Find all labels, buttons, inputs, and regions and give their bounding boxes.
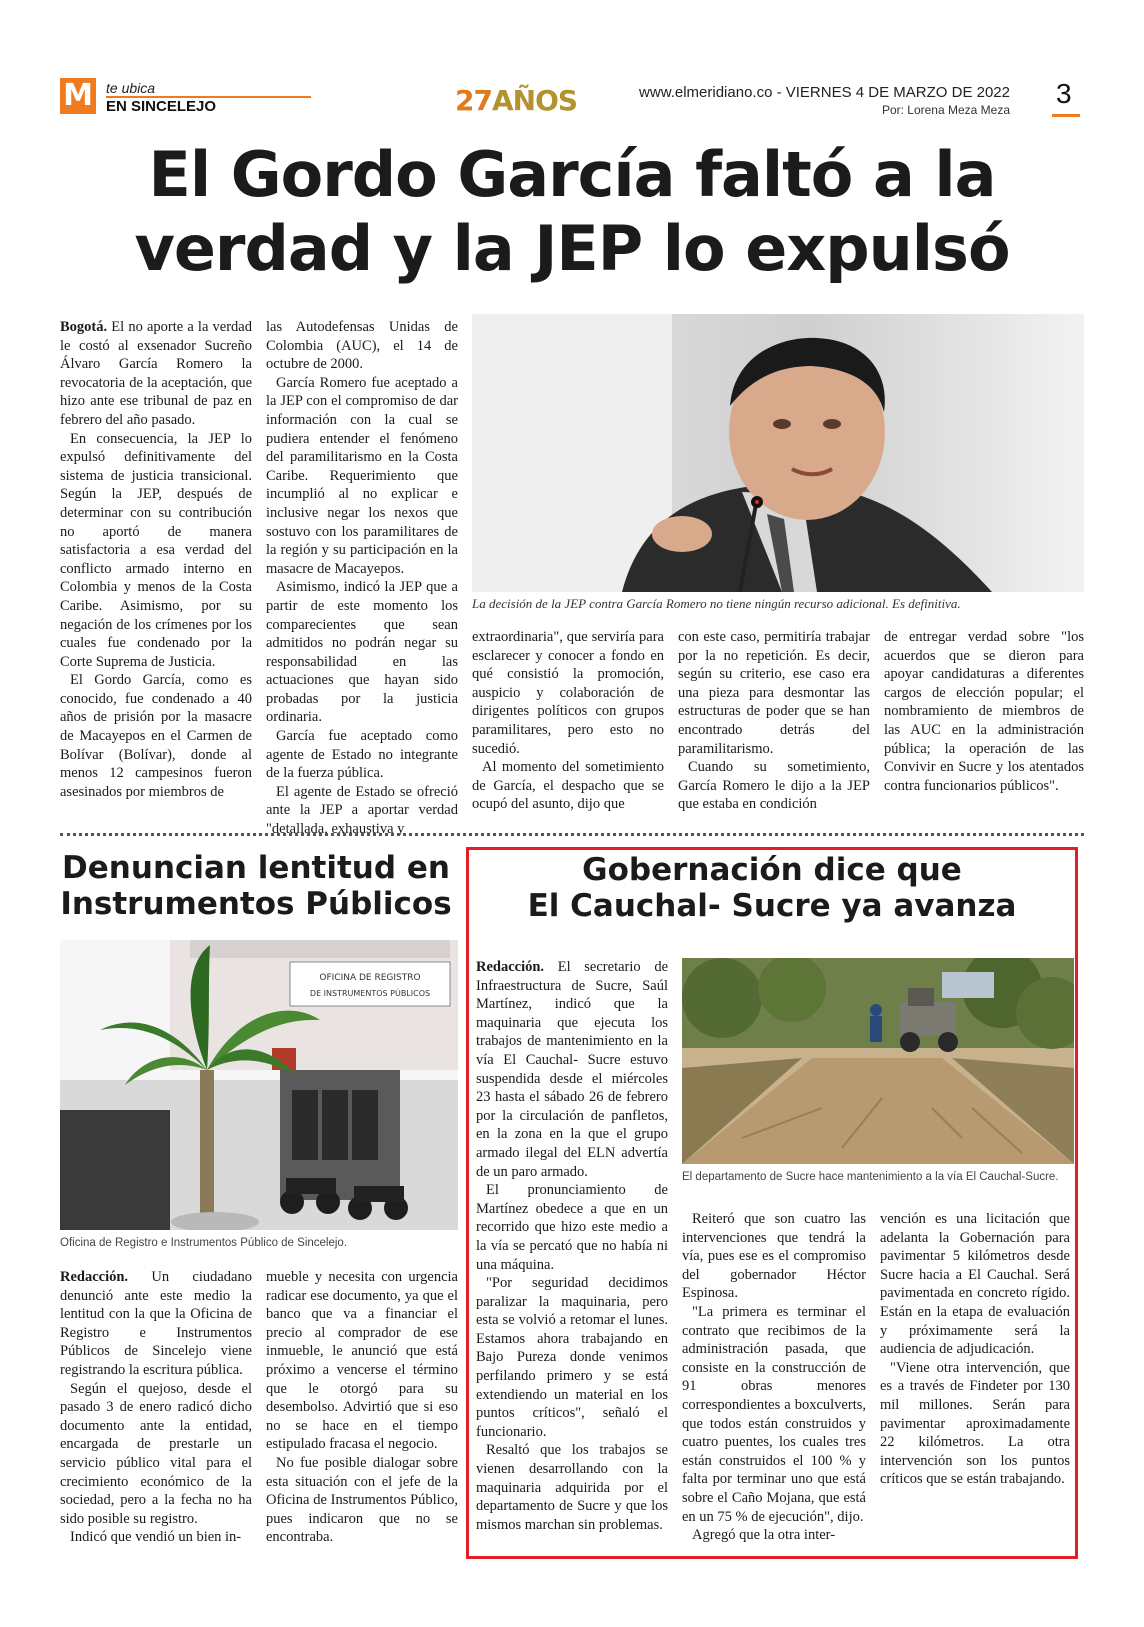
left-photo-caption: Oficina de Registro e Instrumentos Público de Sincelejo. bbox=[60, 1237, 348, 1249]
left-article-headline bbox=[56, 850, 456, 922]
main-article-column-4 bbox=[678, 628, 870, 814]
main-article-column-1 bbox=[60, 318, 252, 801]
left-article-column-1 bbox=[60, 1268, 252, 1547]
left-article-column-2 bbox=[266, 1268, 458, 1547]
anniversary-word: AÑOS bbox=[491, 84, 578, 117]
paragraph: García fue aceptado como agente de Estado no integrante de la fuerza pública. bbox=[266, 728, 458, 782]
dateline: Bogotá. bbox=[60, 319, 108, 335]
paragraph: El pronunciamiento de Martínez obedece a que en un recorrido que hizo este medio a la vía se percató que no había ni una máquina. bbox=[476, 1182, 668, 1273]
paragraph: Asimismo, indicó la JEP que a partir de este momento los comparecientes que sean admitidos no podrán negar su responsabilidad en las actuaciones que hayan sido probadas por la justicia ordinaria. bbox=[266, 579, 458, 726]
paragraph-text: Un ciudadano denunció ante este medio la lentitud con la que la Oficina de Registro e Instrumentos Públicos de Sincelejo viene registrando la escritura pública. bbox=[60, 1269, 252, 1378]
office-sign-line2: DE INSTRUMENTOS PÚBLICOS bbox=[309, 989, 431, 998]
main-article-photo bbox=[472, 314, 1084, 592]
paragraph: "La primera es terminar el contrato que recibimos de la administración pasada, que consiste en la construcción de 91 obras menores correspondientes a boxculverts, que todos están construidos y cuatro puentes, los cuales tres están construidos el 100 % y falta por terminar uno que está sobre el Caño Mojana, que está en un 75 % de ejecución", dijo. bbox=[682, 1303, 866, 1525]
logo-tagline: te ubica bbox=[106, 80, 156, 96]
paragraph-text: El no aporte a la verdad le costó al exsenador Sucreño Álvaro García Romero la revocatoria de la aceptación, que hizo ante ese tribunal de paz en febrero del año pasado. bbox=[60, 319, 252, 428]
right-photo-caption: El departamento de Sucre hace mantenimiento a la vía El Cauchal-Sucre. bbox=[682, 1171, 1059, 1183]
main-headline-line1: El Gordo García faltó a la bbox=[148, 138, 996, 211]
main-article-column-5 bbox=[884, 628, 1084, 795]
paragraph: García Romero fue aceptado a la JEP con el compromiso de dar información con la cual se pudiera entender el fenómeno del paramilitarismo en la Costa Caribe. Requerimiento que incumplió al no explicar e inclusive negar los nexos que sostuvo con los paramilitares de la región y su participación en la masacre de Macayepos. bbox=[266, 374, 458, 577]
right-headline-line1: Gobernación dice que bbox=[582, 852, 962, 888]
paragraph: Según el quejoso, desde el pasado 3 de enero radicó dicho documento ante la entidad, encargada de prestarle un servicio público vital para el crecimiento económico de la sociedad, pero a la fecha no ha sido posible su registro. bbox=[60, 1380, 252, 1527]
paragraph: El agente de Estado se ofreció ante la JEP a aportar verdad "detallada, exhaustiva y bbox=[266, 783, 458, 838]
politician-photo-illustration bbox=[472, 314, 1084, 592]
anniversary-number: 27 bbox=[455, 84, 492, 117]
left-headline-line2: Instrumentos Públicos bbox=[60, 886, 452, 922]
paragraph: En consecuencia, la JEP lo expulsó definitivamente del sistema de justicia transicional. Según la JEP, después de determinar con su contribución no aportó de manera satisfactoria a esa verdad del conflicto armado interno en Colombia y menos de la Costa Caribe. Asimismo, por su negación de los crímenes por los cuales fue condenado por la Corte Suprema de Justicia. bbox=[60, 430, 252, 670]
main-article-column-3 bbox=[472, 628, 664, 814]
main-photo-caption: La decisión de la JEP contra García Romero no tiene ningún recurso adicional. Es definitiva. bbox=[472, 596, 961, 611]
paragraph-text: El secretario de Infraestructura de Sucre, Saúl Martínez, indicó que la maquinaria que ejecuta los trabajos de mantenimiento en la vía El Cauchal- Sucre estuvo suspendida desde el miércoles 23 hasta el sábado 26 de febrero por la circulación de panfletos, en la zona en la que el grupo armado ilegal del ELN advertía de un paro armado. bbox=[476, 959, 668, 1180]
road-maintenance-photo-illustration bbox=[682, 958, 1074, 1164]
paragraph bbox=[60, 318, 252, 430]
newspaper-logo: M bbox=[60, 78, 96, 114]
dateline: Redacción. bbox=[60, 1269, 129, 1285]
paragraph: Agregó que la otra inter- bbox=[692, 1527, 836, 1544]
main-headline-line2: verdad y la JEP lo expulsó bbox=[134, 212, 1010, 285]
right-article-column-1 bbox=[476, 958, 668, 1534]
right-article-photo bbox=[682, 958, 1074, 1164]
paragraph: las Autodefensas Unidas de Colombia (AUC), el 14 de octubre de 2000. bbox=[266, 319, 458, 373]
office-sign-line1: OFICINA DE REGISTRO bbox=[319, 973, 421, 983]
site-and-date: www.elmeridiano.co - VIERNES 4 DE MARZO DE 2022 bbox=[639, 84, 1010, 101]
dateline: Redacción. bbox=[476, 959, 545, 975]
paragraph: Indicó que vendió un bien in- bbox=[70, 1529, 242, 1546]
byline: Por: Lorena Meza Meza bbox=[881, 103, 1010, 117]
paragraph: Al momento del sometimiento de García, el despacho que se ocupó del asunto, dijo que bbox=[472, 759, 664, 813]
paragraph: No fue posible dialogar sobre esta situación con el jefe de la Oficina de Instrumentos Público, pues indicaron que no se encontraba. bbox=[266, 1454, 458, 1546]
page-number-underline bbox=[1052, 114, 1080, 117]
main-headline bbox=[40, 138, 1104, 286]
paragraph: con este caso, permitiría trabajar por la no repetición. Es decir, según su criterio, ese caso era una pieza para desmontar las estructuras de poder que se han encontrado detrás del paramilitarismo. bbox=[678, 629, 870, 757]
right-article-column-2 bbox=[682, 1210, 866, 1545]
paragraph: "Viene otra intervención, que es a través de Findeter por 130 mil millones. Serán para pavimentar aproximadamente 22 kilómetros. La otra intervención son los puntos críticos que se están trabajando. bbox=[880, 1359, 1070, 1488]
left-article-photo bbox=[60, 940, 458, 1230]
paragraph bbox=[60, 1268, 252, 1380]
paragraph bbox=[476, 958, 668, 1181]
right-article-headline bbox=[470, 852, 1074, 924]
paragraph: "Por seguridad decidimos paralizar la maquinaria, pero esta se volvió a retomar el lunes. Estamos ahora trabajando en Bajo Pureza donde venimos perfilando primero y se está extendiendo un material en los puntos críticos", señaló el funcionario. bbox=[476, 1275, 668, 1440]
right-headline-line2: El Cauchal- Sucre ya avanza bbox=[527, 888, 1017, 924]
paragraph: extraordinaria", que serviría para esclarecer y conocer a fondo en qué consistió la promoción, auspicio y colaboración de dirigentes políticos con grupos paramilitares, pero esto no sucedió. bbox=[472, 629, 664, 757]
anniversary-logo bbox=[455, 84, 577, 117]
registry-office-photo-illustration bbox=[60, 940, 458, 1230]
section-divider bbox=[60, 833, 1084, 836]
paragraph: mueble y necesita con urgencia radicar ese documento, ya que el banco que va a financiar el precio al comprador de ese inmueble, le anunció que está próximo a vencerse el término que le otorgó para su desembolso. Advirtió que si eso no se hace en el tiempo estipulado fracasa el negocio. bbox=[266, 1269, 458, 1453]
paragraph: El Gordo García, como es conocido, fue condenado a 40 años de prisión por la masacre de Macayepos en el Carmen de Bolívar (Bolívar), donde al menos 12 campesinos fueron asesinados por miembros de bbox=[60, 672, 252, 800]
main-article-column-2 bbox=[266, 318, 458, 839]
page-number: 3 bbox=[1056, 78, 1072, 109]
paragraph: vención es una licitación que adelanta la Gobernación para pavimentar 5 kilómetros desde Sucre hacia a El Cauchal. Será pavimentada en concreto rígido. Están en la etapa de evaluación y próximamente será la audiencia de adjudicación. bbox=[880, 1211, 1070, 1358]
paragraph: Reiteró que son cuatro las intervenciones que tendrá la vía, pues ese es el compromiso del gobernador Héctor Espinosa. bbox=[682, 1211, 866, 1302]
paragraph: Resaltó que los trabajos se vienen desarrollando con la maquinaria adquirida por el departamento de Sucre y que los mismos marchan sin problemas. bbox=[476, 1442, 668, 1533]
left-headline-line1: Denuncian lentitud en bbox=[62, 850, 450, 886]
paragraph: de entregar verdad sobre "los acuerdos que se dieron para apoyar candidaturas a diferentes cargos de elección popular; el nombramiento de miembros de las AUC en la administración pública; la operación de las Convivir en Sucre y los atentados contra funcionarios públicos". bbox=[884, 629, 1084, 794]
paragraph: Cuando su sometimiento, García Romero le dijo a la JEP que estaba en condición bbox=[678, 759, 870, 813]
right-article-column-3 bbox=[880, 1210, 1070, 1489]
section-name: EN SINCELEJO bbox=[106, 98, 217, 115]
